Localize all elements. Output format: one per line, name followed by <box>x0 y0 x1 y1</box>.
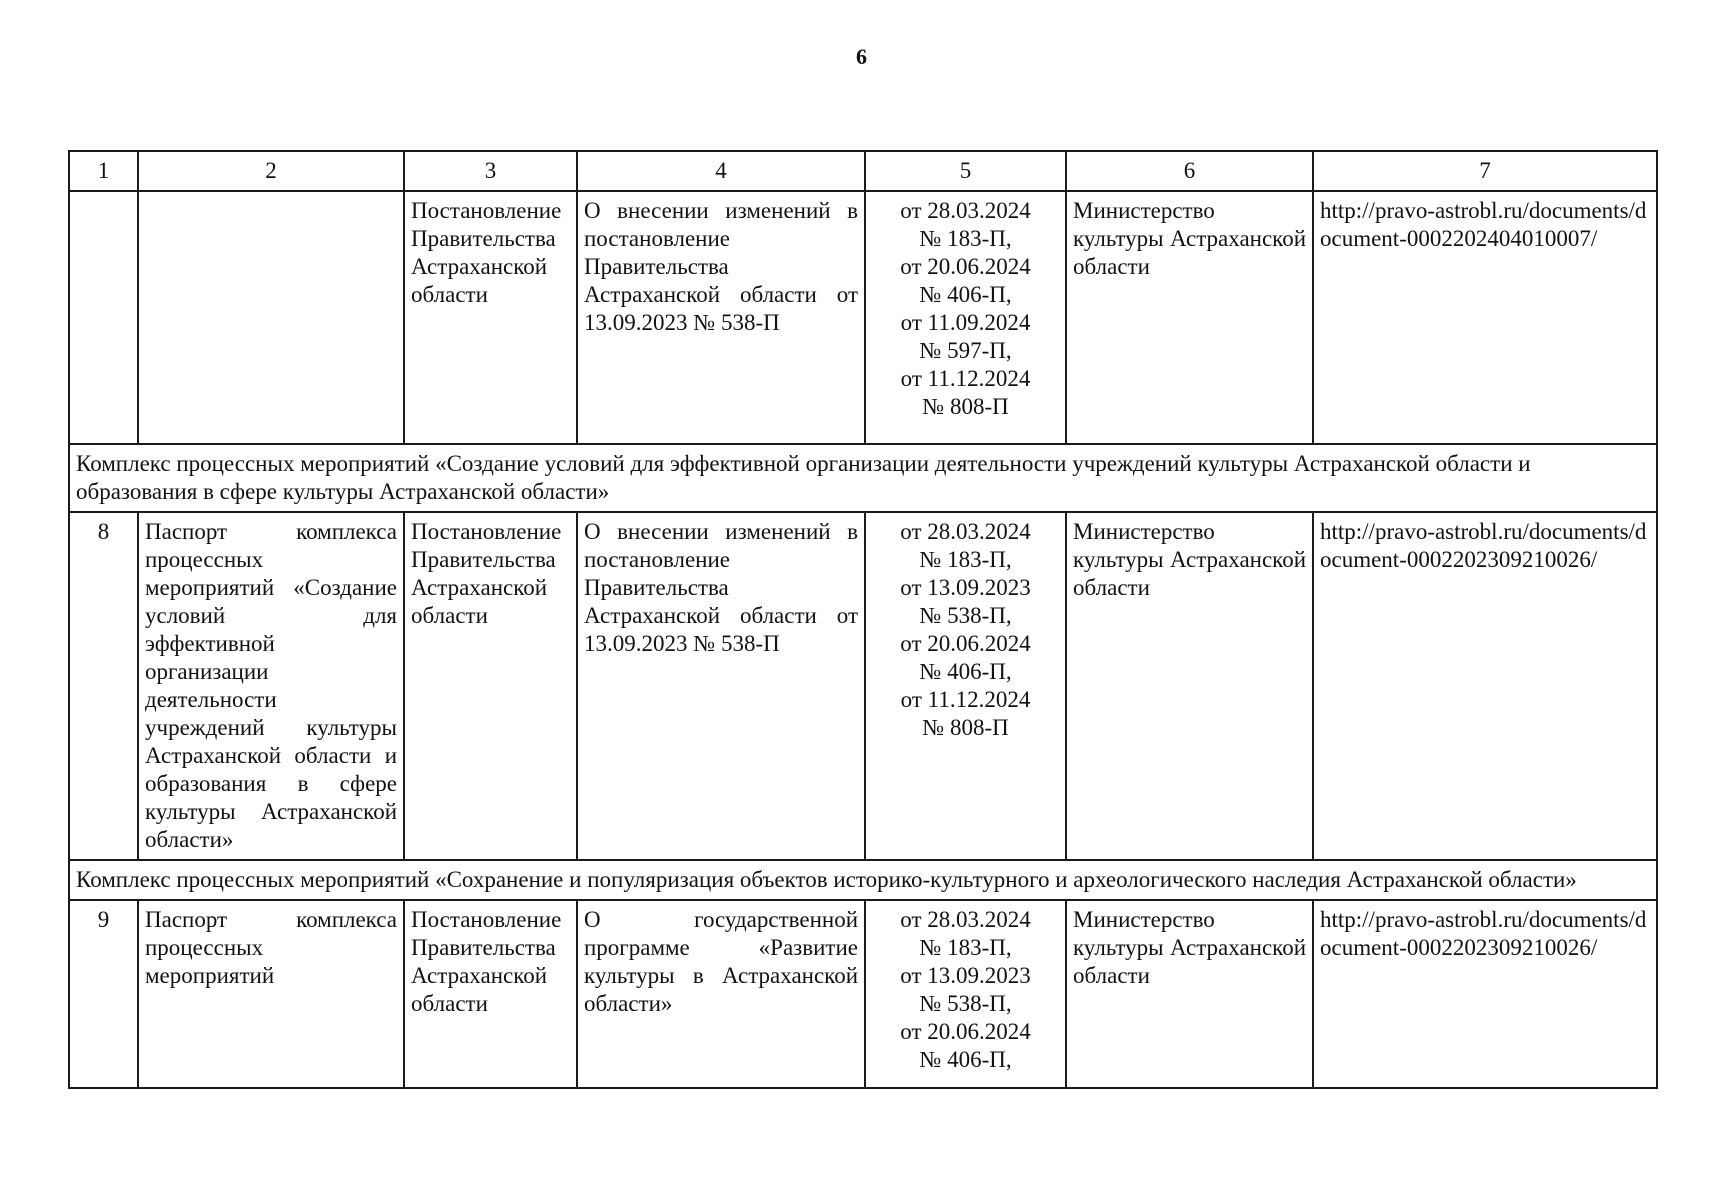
act-title: О государственной программе «Развитие культуры в Астраханской области» <box>577 900 865 1088</box>
regulations-table <box>68 150 1658 1089</box>
table-row <box>69 512 1657 860</box>
row-number: 8 <box>69 512 138 860</box>
column-header: 4 <box>577 151 865 191</box>
act-type: Постановление Правительства Астраханской области <box>404 512 577 860</box>
column-header: 3 <box>404 151 577 191</box>
act-title: О внесении изменений в постановление Правительства Астраханской области от 13.09.2023 № 538-П <box>577 512 865 860</box>
act-title: О внесении изменений в постановление Правительства Астраханской области от 13.09.2023 № 538-П <box>577 191 865 444</box>
responsible-ministry: Министерство культуры Астраханской области <box>1066 191 1313 444</box>
row-name: Паспорт комплекса процессных мероприятий <box>138 900 404 1088</box>
column-header: 6 <box>1066 151 1313 191</box>
section-title: Комплекс процессных мероприятий «Создание условий для эффективной организации деятельности учреждений культуры Астраханской области и образования в сфере культуры Астраханской области» <box>69 444 1657 512</box>
section-row <box>69 444 1657 512</box>
responsible-ministry: Министерство культуры Астраханской области <box>1066 512 1313 860</box>
column-header: 1 <box>69 151 138 191</box>
column-header: 2 <box>138 151 404 191</box>
act-type: Постановление Правительства Астраханской области <box>404 900 577 1088</box>
act-type: Постановление Правительства Астраханской области <box>404 191 577 444</box>
document-link[interactable]: http://pravo-astrobl.ru/documents/document-0002202309210026/ <box>1313 900 1657 1088</box>
row-number <box>69 191 138 444</box>
document-link[interactable]: http://pravo-astrobl.ru/documents/document-0002202404010007/ <box>1313 191 1657 444</box>
responsible-ministry: Министерство культуры Астраханской области <box>1066 900 1313 1088</box>
amendment-dates: от 28.03.2024 № 183-П, от 13.09.2023 № 538-П, от 20.06.2024 № 406-П, от 11.12.2024 № 808-П <box>865 512 1066 860</box>
row-number: 9 <box>69 900 138 1088</box>
table-row <box>69 191 1657 444</box>
row-name <box>138 191 404 444</box>
row-name: Паспорт комплекса процессных мероприятий «Создание условий для эффективной организации деятельности учреждений культуры Астраханской области и образования в сфере культуры Астраханской области» <box>138 512 404 860</box>
section-row <box>69 860 1657 900</box>
column-header: 7 <box>1313 151 1657 191</box>
amendment-dates: от 28.03.2024 № 183-П, от 20.06.2024 № 406-П, от 11.09.2024 № 597-П, от 11.12.2024 № 808-П <box>865 191 1066 444</box>
table-row <box>69 900 1657 1088</box>
section-title: Комплекс процессных мероприятий «Сохранение и популяризация объектов историко-культурного и археологического наследия Астраханской области» <box>69 860 1657 900</box>
amendment-dates: от 28.03.2024 № 183-П, от 13.09.2023 № 538-П, от 20.06.2024 № 406-П, <box>865 900 1066 1088</box>
column-header-row <box>69 151 1657 191</box>
column-header: 5 <box>865 151 1066 191</box>
document-link[interactable]: http://pravo-astrobl.ru/documents/document-0002202309210026/ <box>1313 512 1657 860</box>
page-number: 6 <box>856 44 867 69</box>
